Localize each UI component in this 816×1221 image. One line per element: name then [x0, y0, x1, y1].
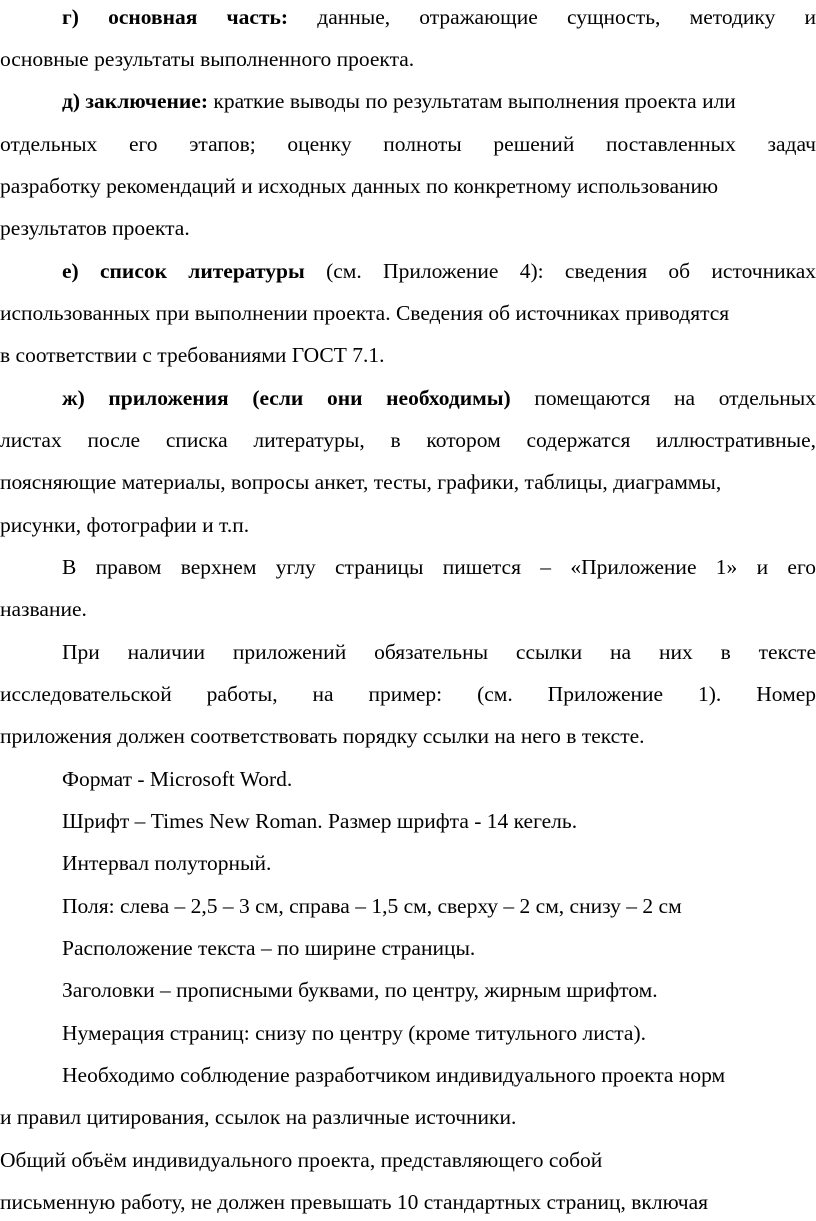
- paragraph-bibliography-line-1: [62, 254, 816, 288]
- headings-line: Заголовки – прописными буквами, по центру, жирным шрифтом.: [62, 978, 658, 1002]
- main-part-heading: г) основная часть:: [62, 5, 289, 29]
- paragraph-references-line-3: приложения должен соответствовать порядку ссылки на него в тексте.: [0, 724, 645, 748]
- appendices-heading: ж) приложения (если они необходимы): [62, 386, 511, 410]
- paragraph-volume-line-2: письменную работу, не должен превышать 10 стандартных страниц, включая: [0, 1190, 709, 1214]
- paragraph-main-part-line-2: основные результаты выполненного проекта.: [0, 47, 415, 71]
- font-line: Шрифт – Times New Roman. Размер шрифта - 14 кегель.: [62, 809, 578, 833]
- alignment-line: Расположение текста – по ширине страницы.: [62, 936, 476, 960]
- paragraph-norms-line-1: Необходимо соблюдение разработчиком индивидуального проекта норм: [62, 1063, 726, 1087]
- paragraph-references-line-2: исследовательской работы, на пример: (см. Приложение 1). Номер: [0, 682, 816, 706]
- appendices-text: помещаются на отдельных: [534, 386, 816, 410]
- paragraph-main-part-line-1: [62, 0, 816, 34]
- conclusion-text: краткие выводы по результатам выполнения проекта или: [213, 89, 736, 113]
- paragraph-appendices-line-2: листах после списка литературы, в котором содержатся иллюстративные,: [0, 428, 816, 452]
- main-part-text: данные, отражающие сущность, методику и: [317, 5, 816, 29]
- paragraph-norms-line-2: и правил цитирования, ссылок на различные источники.: [0, 1105, 517, 1129]
- paragraph-conclusion-line-3: разработку рекомендаций и исходных данных по конкретному использованию: [0, 174, 719, 198]
- format-line: Формат - Microsoft Word.: [62, 767, 293, 791]
- paragraph-volume-line-1: Общий объём индивидуального проекта, представляющего собой: [0, 1148, 603, 1172]
- conclusion-heading: д) заключение:: [62, 89, 209, 113]
- margins-line: Поля: слева – 2,5 – 3 см, справа – 1,5 см, сверху – 2 см, снизу – 2 см: [62, 894, 682, 918]
- paragraph-conclusion-line-2: отдельных его этапов; оценку полноты решений поставленных задач: [0, 132, 816, 156]
- paragraph-appendices-line-1: [62, 381, 816, 415]
- paragraph-appendices-line-3: поясняющие материалы, вопросы анкет, тесты, графики, таблицы, диаграммы,: [0, 470, 722, 494]
- paragraph-bibliography-line-3: в соответствии с требованиями ГОСТ 7.1.: [0, 343, 385, 367]
- paragraph-corner-line-1: В правом верхнем углу страницы пишется – «Приложение 1» и его: [62, 555, 816, 579]
- paragraph-conclusion-line-4: результатов проекта.: [0, 216, 190, 240]
- bibliography-text: (см. Приложение 4): сведения об источниках: [326, 259, 816, 283]
- paragraph-conclusion-line-1: [62, 84, 736, 118]
- paragraph-corner-line-2: название.: [0, 597, 87, 621]
- interval-line: Интервал полуторный.: [62, 851, 272, 875]
- bibliography-heading: е) список литературы: [62, 259, 305, 283]
- paragraph-references-line-1: При наличии приложений обязательны ссылки на них в тексте: [62, 640, 816, 664]
- numbering-line: Нумерация страниц: снизу по центру (кроме титульного листа).: [62, 1021, 646, 1045]
- paragraph-appendices-line-4: рисунки, фотографии и т.п.: [0, 513, 250, 537]
- paragraph-bibliography-line-2: использованных при выполнении проекта. Сведения об источниках приводятся: [0, 301, 730, 325]
